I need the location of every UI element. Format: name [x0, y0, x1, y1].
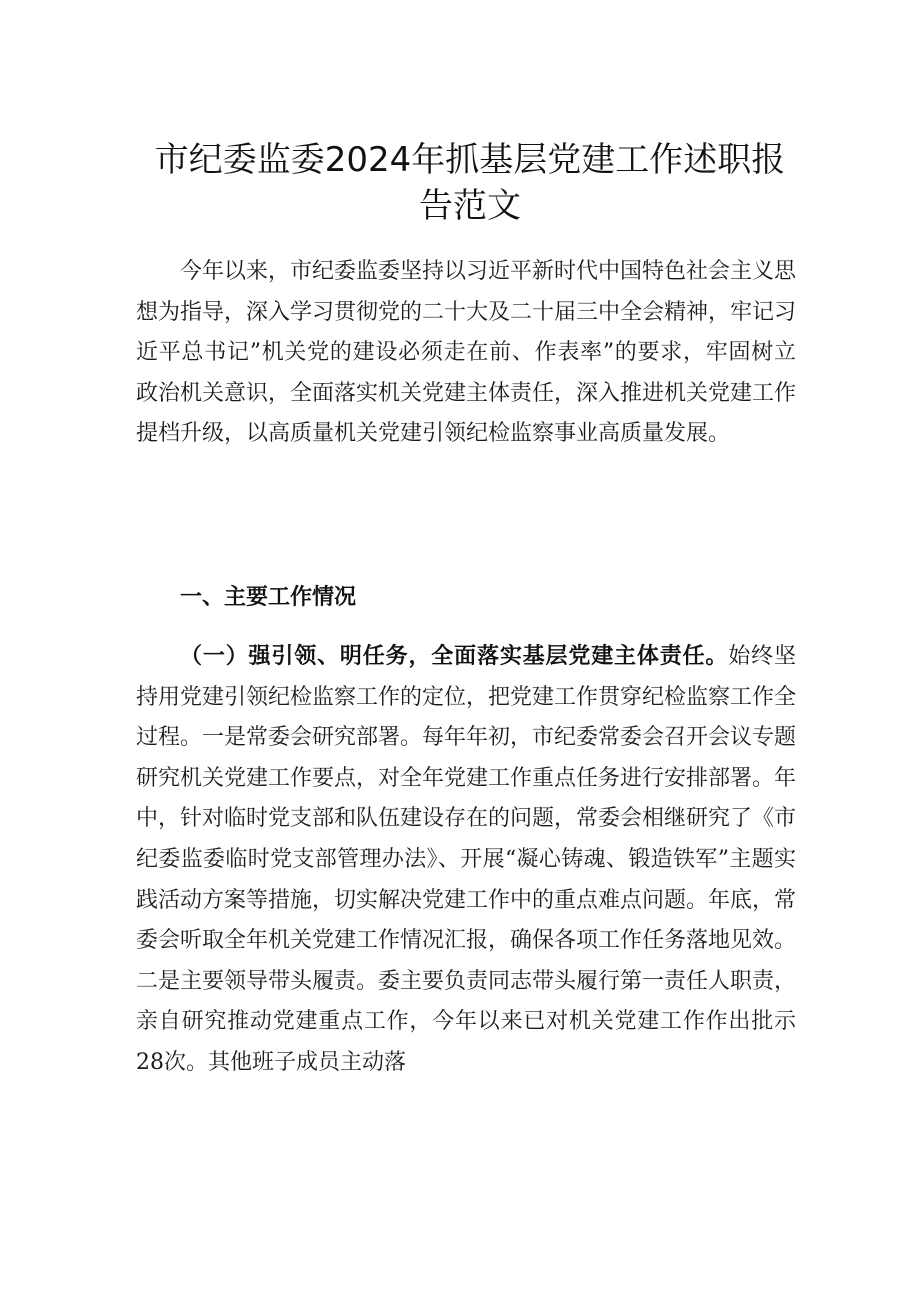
subsection-lead: （一）强引领、明任务，全面落实基层党建主体责任。: [180, 644, 729, 669]
document-title-line-1: 市纪委监委2024年抓基层党建工作述职报: [154, 140, 786, 180]
intro-paragraph: 今年以来，市纪委监委坚持以习近平新时代中国特色社会主义思想为指导，深入学习贯彻党的二十大及二十届三中全会精神，牢记习近平总书记”机关党的建设必须走在前、作表率”的要求，牢固树立政治机关意识，全面落实机关党建主体责任，深入推进机关党建工作提档升级，以高质量机关党建引领纪检监察事业高质量发展。: [136, 259, 797, 447]
subsection-paragraph: [136, 637, 796, 1084]
section-heading: 一、主要工作情况: [180, 585, 357, 610]
document-title-line-2: 告范文: [419, 186, 521, 226]
subsection-body: 始终坚持用党建引领纪检监察工作的定位，把党建工作贯穿纪检监察工作全过程。一是常委会研究部署。每年年初，市纪委常委会召开会议专题研究机关党建工作要点，对全年党建工作重点任务进行安排部署。年中，针对临时党支部和队伍建设存在的问题，常委会相继研究了《市纪委监委临时党支部管理办法》、开展“凝心铸魂、锻造铁军”主题实践活动方案等措施，切实解决党建工作中的重点难点问题。年底，常委会听取全年机关党建工作情况汇报，确保各项工作任务落地见效。二是主要领导带头履责。委主要负责同志带头履行第一责任人职责，亲自研究推动党建重点工作，今年以来已对机关党建工作作出批示28次。其他班子成员主动落: [136, 644, 797, 1075]
